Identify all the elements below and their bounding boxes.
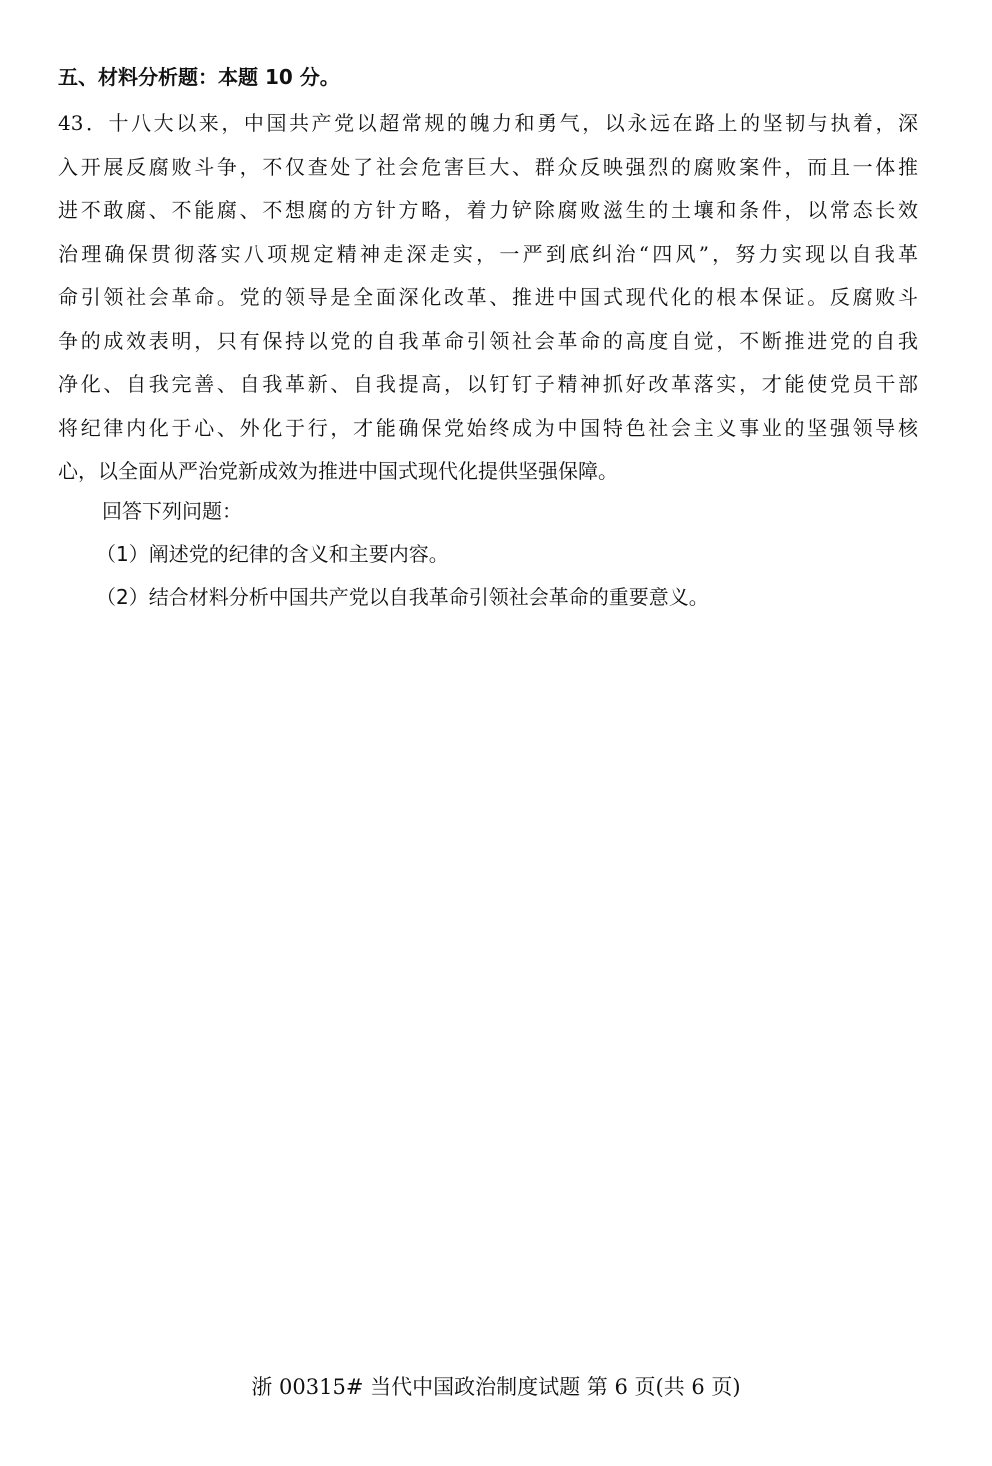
page-footer: 浙 00315# 当代中国政治制度试题 第 6 页(共 6 页): [251, 1375, 741, 1399]
material-line: 治理确保贯彻落实八项规定精神走深走实，一严到底纠治“四风”，努力实现以自我革: [58, 241, 918, 266]
material-line: 43．十八大以来，中国共产党以超常规的魄力和勇气，以永远在路上的坚韧与执着，深: [58, 111, 918, 135]
section-heading: 五、材料分析题：本题 10 分。: [58, 65, 340, 89]
sub-question-2: （2）结合材料分析中国共产党以自我革命引领社会革命的重要意义。: [96, 585, 709, 609]
material-line: 争的成效表明，只有保持以党的自我革命引领社会革命的高度自觉，不断推进党的自我: [58, 328, 918, 353]
question-43-material: [58, 102, 918, 494]
material-line: 入开展反腐败斗争，不仅查处了社会危害巨大、群众反映强烈的腐败案件，而且一体推: [58, 154, 918, 179]
material-line: 命引领社会革命。党的领导是全面深化改革、推进中国式现代化的根本保证。反腐败斗: [58, 285, 918, 309]
material-line: 将纪律内化于心、外化于行，才能确保党始终成为中国特色社会主义事业的坚强领导核: [58, 415, 918, 440]
sub-question-1: （1）阐述党的纪律的含义和主要内容。: [96, 542, 449, 566]
material-line: 心，以全面从严治党新成效为推进中国式现代化提供坚强保障。: [58, 459, 618, 483]
material-line: 净化、自我完善、自我革新、自我提高，以钉钉子精神抓好改革落实，才能使党员干部: [58, 372, 918, 396]
material-line: 进不敢腐、不能腐、不想腐的方针方略，着力铲除腐败滋生的土壤和条件，以常态长效: [58, 198, 918, 222]
question-prompt: 回答下列问题：: [102, 499, 242, 523]
